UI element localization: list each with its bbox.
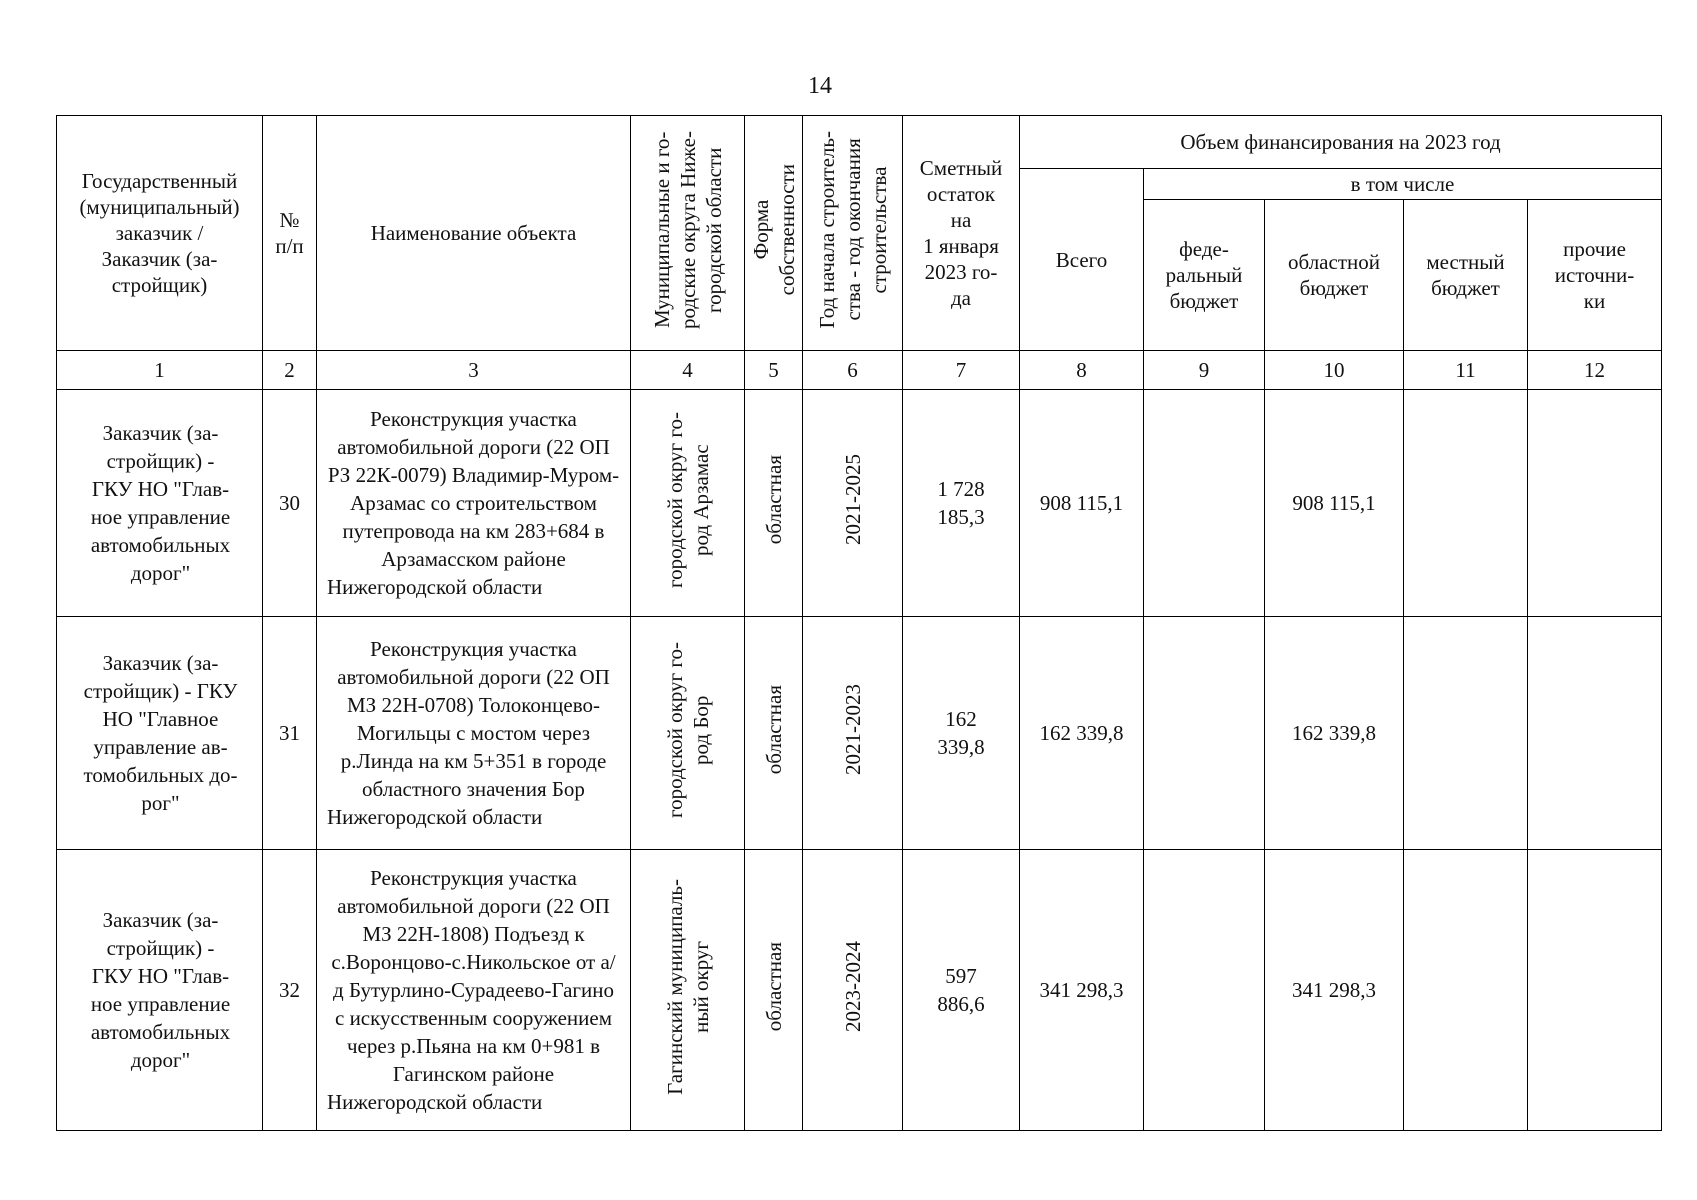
header-federal: феде- ральный бюджет: [1144, 200, 1265, 351]
column-number: 5: [745, 351, 803, 390]
cell-customer: Заказчик (за- стройщик) - ГКУ НО "Глав- ное управление автомобильных дорог": [57, 850, 263, 1131]
header-financing: Объем финансирования на 2023 год: [1020, 116, 1662, 169]
header-including: в том числе: [1144, 169, 1662, 200]
cell-num: 31: [263, 617, 317, 850]
header-customer: Государственный (муниципальный) заказчик / Заказчик (за- стройщик): [57, 116, 263, 351]
financing-table: [56, 115, 1662, 1131]
column-number: 12: [1528, 351, 1662, 390]
header-total: Всего: [1020, 169, 1144, 351]
cell-federal: [1144, 850, 1265, 1131]
cell-ownership: областная: [745, 617, 803, 850]
cell-estimate: 1 728 185,3: [903, 390, 1020, 617]
cell-ownership: областная: [745, 390, 803, 617]
cell-estimate: 597 886,6: [903, 850, 1020, 1131]
cell-total: 341 298,3: [1020, 850, 1144, 1131]
cell-local: [1404, 390, 1528, 617]
cell-total: 162 339,8: [1020, 617, 1144, 850]
column-number: 2: [263, 351, 317, 390]
page-number: 14: [808, 73, 832, 99]
table-row: [57, 850, 1662, 1131]
column-number: 10: [1265, 351, 1404, 390]
cell-years: 2023-2024: [803, 850, 903, 1131]
column-number-row: [57, 351, 1662, 390]
cell-municipality: Гагинский муниципаль- ный округ: [631, 850, 745, 1131]
table-header-row: [57, 116, 1662, 169]
cell-object: Реконструкция участка автомобильной дороги (22 ОП МЗ 22Н-1808) Подъезд к с.Воронцово-с.Никольское от а/д Бутурлино-Сурадеево-Гагино с искусственным сооружением через р.Пьяна на км 0+981 в Гагинском районе Нижегородской области: [317, 850, 631, 1131]
column-number: 8: [1020, 351, 1144, 390]
cell-regional: 341 298,3: [1265, 850, 1404, 1131]
cell-other: [1528, 617, 1662, 850]
cell-years: 2021-2025: [803, 390, 903, 617]
cell-num: 30: [263, 390, 317, 617]
header-municipality: Муниципальные и го- родские округа Ниже- городской области: [631, 116, 745, 351]
cell-local: [1404, 617, 1528, 850]
cell-customer: Заказчик (за- стройщик) - ГКУ НО "Главное управление ав- томобильных до- рог": [57, 617, 263, 850]
column-number: 3: [317, 351, 631, 390]
column-number: 6: [803, 351, 903, 390]
cell-federal: [1144, 390, 1265, 617]
cell-object: Реконструкция участка автомобильной дороги (22 ОП РЗ 22К-0079) Владимир-Муром-Арзамас со строительством путепровода на км 283+684 в Арзамасском районе Нижегородской области: [317, 390, 631, 617]
cell-customer: Заказчик (за- стройщик) - ГКУ НО "Глав- ное управление автомобильных дорог": [57, 390, 263, 617]
header-num: № п/п: [263, 116, 317, 351]
header-estimate: Сметный остаток на 1 января 2023 го- да: [903, 116, 1020, 351]
cell-num: 32: [263, 850, 317, 1131]
cell-municipality: городской округ го- род Арзамас: [631, 390, 745, 617]
cell-estimate: 162 339,8: [903, 617, 1020, 850]
cell-other: [1528, 390, 1662, 617]
table-row: [57, 390, 1662, 617]
cell-local: [1404, 850, 1528, 1131]
column-number: 11: [1404, 351, 1528, 390]
cell-municipality: городской округ го- род Бор: [631, 617, 745, 850]
cell-years: 2021-2023: [803, 617, 903, 850]
header-other: прочие источни- ки: [1528, 200, 1662, 351]
table-row: [57, 617, 1662, 850]
column-number: 9: [1144, 351, 1265, 390]
header-ownership: Форма собственности: [745, 116, 803, 351]
column-number: 4: [631, 351, 745, 390]
header-regional: областной бюджет: [1265, 200, 1404, 351]
header-years: Год начала строитель- ства - год окончания строительства: [803, 116, 903, 351]
column-number: 7: [903, 351, 1020, 390]
cell-total: 908 115,1: [1020, 390, 1144, 617]
cell-ownership: областная: [745, 850, 803, 1131]
cell-regional: 162 339,8: [1265, 617, 1404, 850]
column-number: 1: [57, 351, 263, 390]
cell-other: [1528, 850, 1662, 1131]
cell-federal: [1144, 617, 1265, 850]
cell-object: Реконструкция участка автомобильной дороги (22 ОП МЗ 22Н-0708) Толоконцево-Могильцы с мостом через р.Линда на км 5+351 в городе областного значения Бор Нижегородской области: [317, 617, 631, 850]
header-local: местный бюджет: [1404, 200, 1528, 351]
cell-regional: 908 115,1: [1265, 390, 1404, 617]
header-object-name: Наименование объекта: [317, 116, 631, 351]
